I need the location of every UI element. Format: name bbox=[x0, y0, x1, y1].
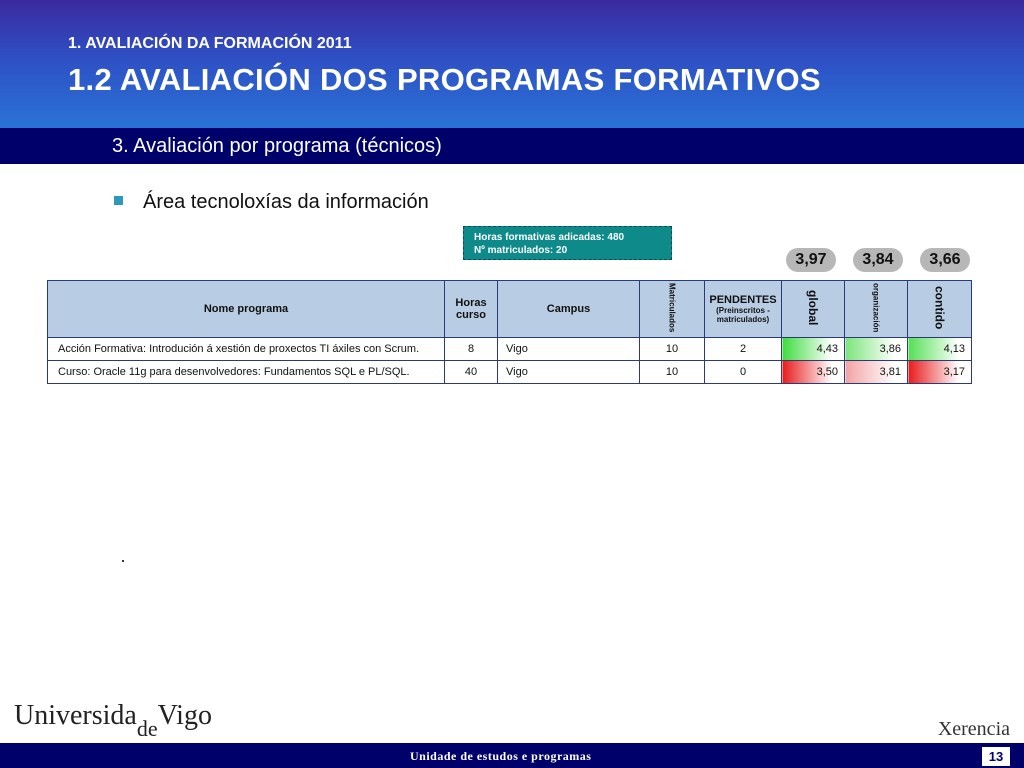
info-hours: Horas formativas adicadas: 480 bbox=[474, 232, 625, 243]
university-logo bbox=[14, 700, 212, 741]
cell-horas: 40 bbox=[445, 361, 498, 384]
cell-global: 4,43 bbox=[782, 338, 845, 361]
logo-text-left: Universida bbox=[14, 700, 137, 731]
header-nome: Nome programa bbox=[48, 281, 445, 338]
stray-dot bbox=[122, 560, 124, 562]
logo-text-de: de bbox=[136, 716, 158, 741]
header-contido-cell bbox=[908, 281, 972, 338]
xerencia-logo: Xerencia bbox=[937, 718, 1010, 740]
header-global: global bbox=[806, 289, 820, 326]
header-matriculados: Matriculados bbox=[667, 282, 677, 333]
page-number: 13 bbox=[982, 747, 1010, 766]
avg-contido-badge: 3,66 bbox=[920, 248, 970, 272]
cell-global: 3,50 bbox=[782, 361, 845, 384]
cell-nome: Acción Formativa: Introdución á xestión de proxectos TI áxiles con Scrum. bbox=[48, 338, 445, 361]
bullet-icon bbox=[114, 196, 123, 205]
avg-global-badge: 3,97 bbox=[786, 248, 836, 272]
cell-nome: Curso: Oracle 11g para desenvolvedores: Fundamentos SQL e PL/SQL. bbox=[48, 361, 445, 384]
section-kicker: 1. AVALIACIÓN DA FORMACIÓN 2011 bbox=[68, 35, 352, 52]
table-header-row bbox=[48, 281, 972, 338]
cell-pendentes: 0 bbox=[705, 361, 782, 384]
header-matriculados-cell bbox=[640, 281, 705, 338]
page-title: 1.2 AVALIACIÓN DOS PROGRAMAS FORMATIVOS bbox=[68, 62, 821, 97]
header-pendentes: PENDENTES bbox=[709, 294, 777, 306]
info-box bbox=[463, 226, 672, 260]
header-horas: Horas curso bbox=[445, 281, 498, 338]
footer-unit: Unidade de estudos e programas bbox=[410, 749, 592, 763]
header-pendentes-note: (Preinscritos - matriculados) bbox=[716, 306, 770, 324]
cell-matriculados: 10 bbox=[640, 338, 705, 361]
cell-organizacion: 3,81 bbox=[845, 361, 908, 384]
header-organizacion-cell bbox=[845, 281, 908, 338]
cell-campus: Vigo bbox=[498, 338, 640, 361]
logo-text-right: Vigo bbox=[157, 700, 212, 731]
header-campus: Campus bbox=[498, 281, 640, 338]
header-pendentes-cell bbox=[705, 281, 782, 338]
table-row bbox=[48, 361, 972, 384]
cell-campus: Vigo bbox=[498, 361, 640, 384]
avg-organizacion-badge: 3,84 bbox=[853, 248, 903, 272]
cell-pendentes: 2 bbox=[705, 338, 782, 361]
area-heading: Área tecnoloxías da información bbox=[143, 191, 429, 213]
info-enrolled: Nº matriculados: 20 bbox=[474, 245, 568, 256]
section-subtitle: 3. Avaliación por programa (técnicos) bbox=[112, 135, 442, 157]
header-organizacion: organización bbox=[871, 282, 881, 333]
cell-matriculados: 10 bbox=[640, 361, 705, 384]
programs-table bbox=[47, 280, 972, 384]
cell-contido: 4,13 bbox=[908, 338, 972, 361]
header-contido: contido bbox=[932, 285, 947, 330]
header-global-cell bbox=[782, 281, 845, 338]
cell-horas: 8 bbox=[445, 338, 498, 361]
cell-organizacion: 3,86 bbox=[845, 338, 908, 361]
table-row bbox=[48, 338, 972, 361]
cell-contido: 3,17 bbox=[908, 361, 972, 384]
